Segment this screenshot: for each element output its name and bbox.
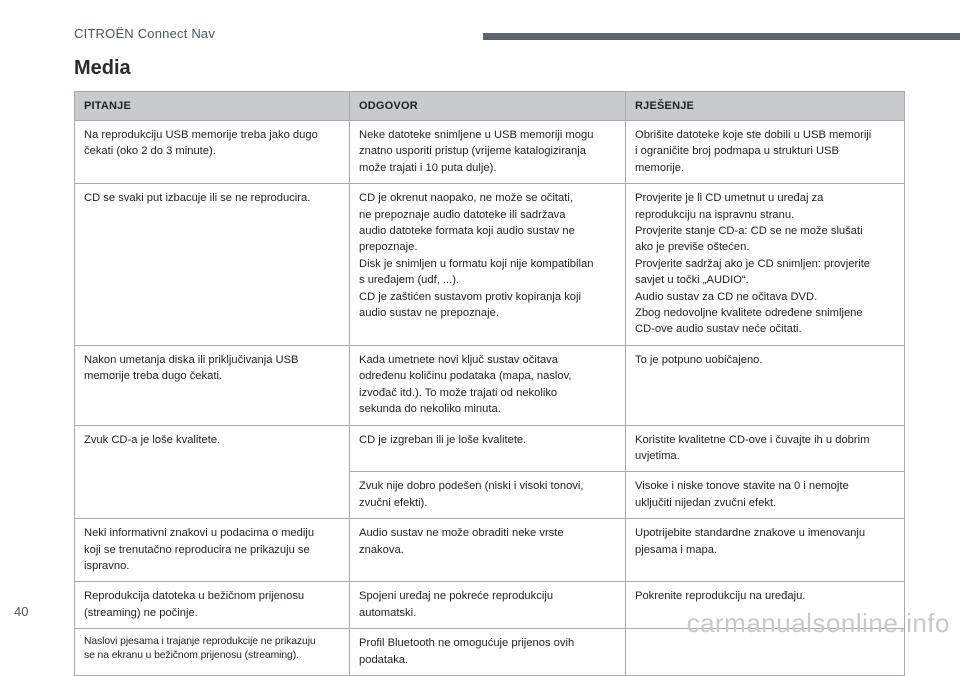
solution-cell	[626, 519, 905, 582]
table-row	[75, 345, 905, 425]
answer-text: Neke datoteke snimljene u USB memoriji mogu znatno usporiti pristup (vrijeme katalogiziranja može trajati i 10 puta dulje).	[359, 129, 594, 174]
question-text: Naslovi pjesama i trajanje reprodukcije ne prikazuju se na ekranu u bežičnom prijenosu (streaming).	[84, 636, 316, 662]
column-header-answer: ODGOVOR	[350, 92, 626, 121]
table-header-row	[75, 92, 905, 121]
solution-text: Visoke i niske tonove stavite na 0 i nemojte uključiti nijedan zvučni efekt.	[635, 480, 849, 509]
answer-cell	[350, 629, 626, 676]
question-text: Zvuk CD-a je loše kvalitete.	[84, 433, 221, 446]
answer-cell	[350, 345, 626, 425]
question-cell	[75, 519, 350, 582]
section-title: Media	[74, 57, 131, 79]
answer-text: Audio sustav ne može obraditi neke vrste znakova.	[359, 527, 564, 556]
page-number: 40	[14, 604, 29, 619]
table-row	[75, 425, 905, 472]
solution-cell	[626, 425, 905, 472]
table-row	[75, 519, 905, 582]
answer-text: Spojeni uređaj ne pokreće reprodukciju automatski.	[359, 590, 554, 619]
answer-text: CD je okrenut naopako, ne može se očitati, ne prepoznaje audio datoteke ili sadržava audio datoteke formata koji audio sustav ne prepoznaje. Disk je snimljen u formatu koji nije kompatibilan s uređajem (udf, ...). CD je zaštićen sustavom protiv kopiranja koji audio sustav ne prepoznaje.	[359, 192, 594, 320]
question-text: CD se svaki put izbacuje ili se ne reproducira.	[84, 192, 311, 205]
answer-text: Kada umetnete novi ključ sustav očitava određenu količinu podataka (mapa, naslov, izvođač itd.). To može trajati od nekoliko sekunda do nekoliko minuta.	[359, 353, 572, 416]
question-cell	[75, 184, 350, 346]
question-cell	[75, 629, 350, 676]
answer-cell	[350, 425, 626, 472]
answer-text: CD je izgreban ili je loše kvalitete.	[359, 433, 527, 446]
answer-text: Profil Bluetooth ne omogućuje prijenos ovih podataka.	[359, 637, 575, 666]
column-header-solution: RJEŠENJE	[626, 92, 905, 121]
answer-cell	[350, 519, 626, 582]
column-header-question: PITANJE	[75, 92, 350, 121]
solution-text: Koristite kvalitetne CD-ove i čuvajte ih u dobrim uvjetima.	[635, 433, 870, 462]
question-cell	[75, 121, 350, 184]
watermark-text: carmanualsonline.info	[686, 608, 950, 638]
solution-cell	[626, 121, 905, 184]
answer-cell	[350, 121, 626, 184]
solution-text: To je potpuno uobičajeno.	[635, 353, 763, 366]
question-cell	[75, 425, 350, 519]
solution-text: Pokrenite reprodukciju na uređaju.	[635, 590, 806, 603]
answer-cell	[350, 184, 626, 346]
answer-cell	[350, 472, 626, 519]
question-text: Neki informativni znakovi u podacima o mediju koji se trenutačno reproducira ne prikazuju se ispravno.	[84, 527, 315, 572]
question-text: Nakon umetanja diska ili priključivanja USB memorije treba dugo čekati.	[84, 353, 299, 383]
answer-cell	[350, 582, 626, 629]
media-troubleshooting-table	[74, 91, 905, 676]
solution-text: Upotrijebite standardne znakove u imenovanju pjesama i mapa.	[635, 527, 866, 556]
solution-text: Provjerite je li CD umetnut u uređaj za reprodukciju na ispravnu stranu. Provjerite stanje CD-a: CD se ne može slušati ako je previše oštećen. Provjerite sadržaj ako je CD snimljen: provjerite savjet u točki „AUDIO“. Audio sustav za CD ne očitava DVD. Zbog nedovoljne kvalitete određene snimljene CD-ove audio sustav neće očitati.	[635, 192, 871, 336]
header-title: CITROËN Connect Nav	[74, 26, 216, 41]
solution-cell	[626, 184, 905, 346]
question-cell	[75, 345, 350, 425]
solution-cell	[626, 345, 905, 425]
table-row	[75, 121, 905, 184]
header-bar	[483, 33, 960, 40]
solution-text: Obrišite datoteke koje ste dobili u USB memoriji i ograničite broj podmapa u strukturi USB memorije.	[635, 129, 872, 174]
solution-cell	[626, 472, 905, 519]
table-row	[75, 184, 905, 346]
question-cell	[75, 582, 350, 629]
question-text: Na reprodukciju USB memorije treba jako dugo čekati (oko 2 do 3 minute).	[84, 129, 318, 158]
question-text: Reprodukcija datoteka u bežičnom prijenosu (streaming) ne počinje.	[84, 590, 305, 619]
answer-text: Zvuk nije dobro podešen (niski i visoki tonovi, zvučni efekti).	[359, 480, 584, 509]
